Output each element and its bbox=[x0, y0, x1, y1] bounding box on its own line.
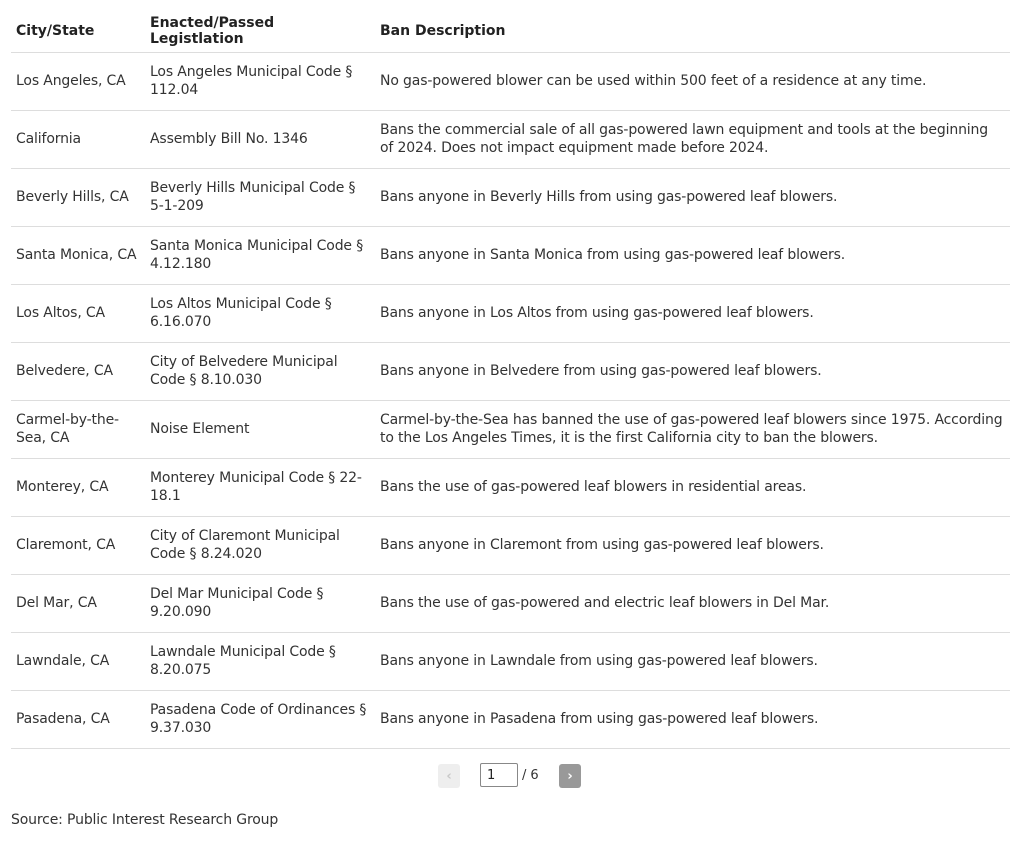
table-row bbox=[11, 227, 1010, 285]
column-header-description: Ban Description bbox=[375, 10, 1010, 53]
cell-city-state: Beverly Hills, CA bbox=[11, 169, 145, 227]
cell-city-state: Lawndale, CA bbox=[11, 633, 145, 691]
cell-description: Bans the use of gas-powered leaf blowers in residential areas. bbox=[375, 459, 1010, 517]
page-number-input[interactable] bbox=[480, 763, 518, 787]
cell-legislation: City of Claremont Municipal Code § 8.24.020 bbox=[145, 517, 375, 575]
cell-legislation: Beverly Hills Municipal Code § 5-1-209 bbox=[145, 169, 375, 227]
table-row bbox=[11, 691, 1010, 749]
cell-description: Bans anyone in Belvedere from using gas-powered leaf blowers. bbox=[375, 343, 1010, 401]
source-note: Source: Public Interest Research Group bbox=[11, 812, 279, 828]
table-row bbox=[11, 401, 1010, 459]
next-page-button[interactable]: › bbox=[559, 764, 581, 788]
previous-page-button[interactable]: ‹ bbox=[438, 764, 460, 788]
cell-city-state: Monterey, CA bbox=[11, 459, 145, 517]
table-row bbox=[11, 285, 1010, 343]
table-row bbox=[11, 575, 1010, 633]
pagination bbox=[0, 762, 1020, 790]
table-row bbox=[11, 169, 1010, 227]
cell-city-state: Santa Monica, CA bbox=[11, 227, 145, 285]
table-row bbox=[11, 517, 1010, 575]
column-header-legislation: Enacted/Passed Legistlation bbox=[145, 10, 375, 53]
cell-city-state: Del Mar, CA bbox=[11, 575, 145, 633]
cell-legislation: Lawndale Municipal Code § 8.20.075 bbox=[145, 633, 375, 691]
legislation-table bbox=[11, 10, 1010, 749]
cell-description: Bans anyone in Santa Monica from using gas-powered leaf blowers. bbox=[375, 227, 1010, 285]
cell-description: Bans anyone in Claremont from using gas-powered leaf blowers. bbox=[375, 517, 1010, 575]
cell-description: Bans anyone in Pasadena from using gas-powered leaf blowers. bbox=[375, 691, 1010, 749]
cell-description: Bans the commercial sale of all gas-powered lawn equipment and tools at the beginning of 2024. Does not impact equipment made before 2024. bbox=[375, 111, 1010, 169]
legislation-table-container bbox=[11, 10, 1010, 749]
column-header-city-state: City/State bbox=[11, 10, 145, 53]
table-header-row bbox=[11, 10, 1010, 53]
cell-legislation: Monterey Municipal Code § 22-18.1 bbox=[145, 459, 375, 517]
cell-description: No gas-powered blower can be used within 500 feet of a residence at any time. bbox=[375, 53, 1010, 111]
cell-city-state: Claremont, CA bbox=[11, 517, 145, 575]
cell-city-state: Belvedere, CA bbox=[11, 343, 145, 401]
cell-city-state: California bbox=[11, 111, 145, 169]
cell-legislation: Assembly Bill No. 1346 bbox=[145, 111, 375, 169]
page-total bbox=[522, 768, 539, 783]
cell-description: Bans anyone in Beverly Hills from using gas-powered leaf blowers. bbox=[375, 169, 1010, 227]
cell-description: Carmel-by-the-Sea has banned the use of gas-powered leaf blowers since 1975. According to the Los Angeles Times, it is the first California city to ban the blowers. bbox=[375, 401, 1010, 459]
cell-legislation: Los Angeles Municipal Code § 112.04 bbox=[145, 53, 375, 111]
cell-legislation: City of Belvedere Municipal Code § 8.10.030 bbox=[145, 343, 375, 401]
cell-description: Bans anyone in Lawndale from using gas-powered leaf blowers. bbox=[375, 633, 1010, 691]
cell-legislation: Noise Element bbox=[145, 401, 375, 459]
cell-city-state: Los Angeles, CA bbox=[11, 53, 145, 111]
table-row bbox=[11, 111, 1010, 169]
cell-legislation: Del Mar Municipal Code § 9.20.090 bbox=[145, 575, 375, 633]
cell-description: Bans anyone in Los Altos from using gas-powered leaf blowers. bbox=[375, 285, 1010, 343]
cell-city-state: Pasadena, CA bbox=[11, 691, 145, 749]
cell-city-state: Los Altos, CA bbox=[11, 285, 145, 343]
page-separator: / bbox=[522, 768, 527, 783]
cell-city-state: Carmel-by-the-Sea, CA bbox=[11, 401, 145, 459]
cell-legislation: Santa Monica Municipal Code § 4.12.180 bbox=[145, 227, 375, 285]
table-row bbox=[11, 343, 1010, 401]
cell-legislation: Pasadena Code of Ordinances § 9.37.030 bbox=[145, 691, 375, 749]
table-row bbox=[11, 53, 1010, 111]
table-row bbox=[11, 633, 1010, 691]
cell-legislation: Los Altos Municipal Code § 6.16.070 bbox=[145, 285, 375, 343]
table-row bbox=[11, 459, 1010, 517]
total-pages: 6 bbox=[530, 768, 539, 783]
cell-description: Bans the use of gas-powered and electric leaf blowers in Del Mar. bbox=[375, 575, 1010, 633]
